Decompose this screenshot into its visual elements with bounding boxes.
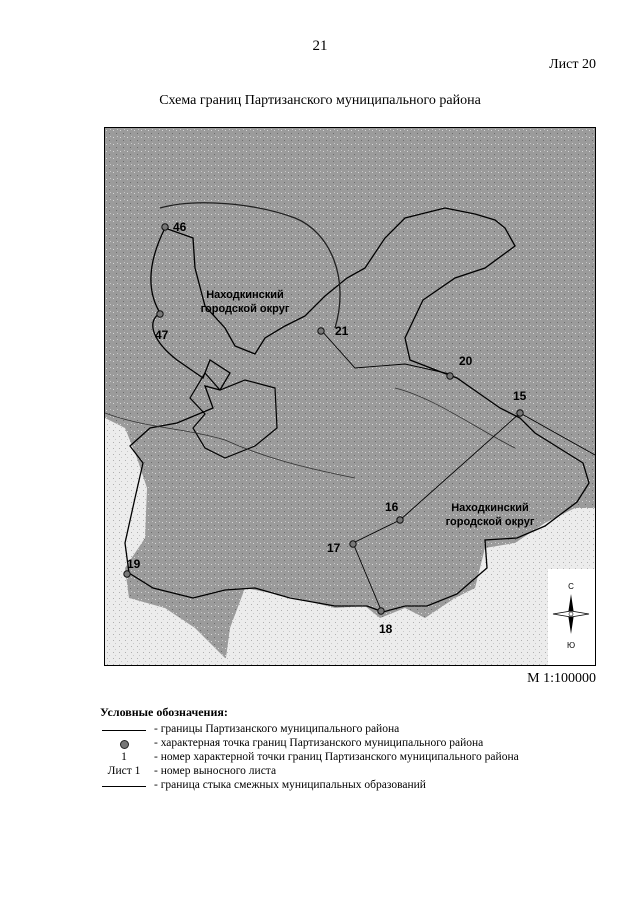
legend-item-text: - границы Партизанского муниципального района <box>154 723 400 735</box>
scale-label: М 1:100000 <box>527 671 596 686</box>
district-label-north-line1: Находкинский <box>206 289 284 301</box>
district-label-north-line2: городской округ <box>200 303 290 315</box>
legend-item-boundary <box>100 723 600 737</box>
boundary-line-symbol <box>102 730 146 731</box>
legend-item-sheet <box>100 765 600 779</box>
point-label: 18 <box>379 622 393 636</box>
page-number: 21 <box>312 38 328 54</box>
point-number-symbol: 1 <box>121 751 127 763</box>
point-label: 21 <box>335 324 349 338</box>
sheet-label: Лист 20 <box>549 57 596 72</box>
junction-line-symbol <box>102 786 146 787</box>
point-symbol <box>120 740 129 749</box>
point-label: 17 <box>327 541 341 555</box>
sheet-number-symbol: Лист 1 <box>107 765 141 777</box>
point-label: 16 <box>385 500 399 514</box>
compass-north-label: С <box>568 582 574 591</box>
point-label: 19 <box>127 557 141 571</box>
point-label: 20 <box>459 354 473 368</box>
compass-south-label: Ю <box>566 641 576 650</box>
legend-item-text: - номер характерной точки границ Партизанского муниципального района <box>154 751 519 763</box>
legend-title: Условные обозначения: <box>100 705 228 719</box>
legend-item-point <box>100 737 600 751</box>
map-frame <box>104 127 596 666</box>
point-label: 47 <box>155 328 169 342</box>
legend-item-text: - характерная точка границ Партизанского муниципального района <box>154 737 484 749</box>
point-label: 46 <box>173 220 187 234</box>
map-title: Схема границ Партизанского муниципального района <box>159 93 481 108</box>
district-label-east-line2: городской округ <box>445 516 535 528</box>
legend-item-point-number <box>100 751 600 765</box>
legend-item-text: - номер выносного листа <box>154 765 277 777</box>
district-label-east-line1: Находкинский <box>451 502 529 514</box>
legend-item-junction <box>100 779 600 793</box>
legend-item-text: - граница стыка смежных муниципальных образований <box>154 779 426 791</box>
compass-rose <box>548 569 595 665</box>
point-label: 15 <box>513 389 527 403</box>
district-map <box>105 128 595 665</box>
